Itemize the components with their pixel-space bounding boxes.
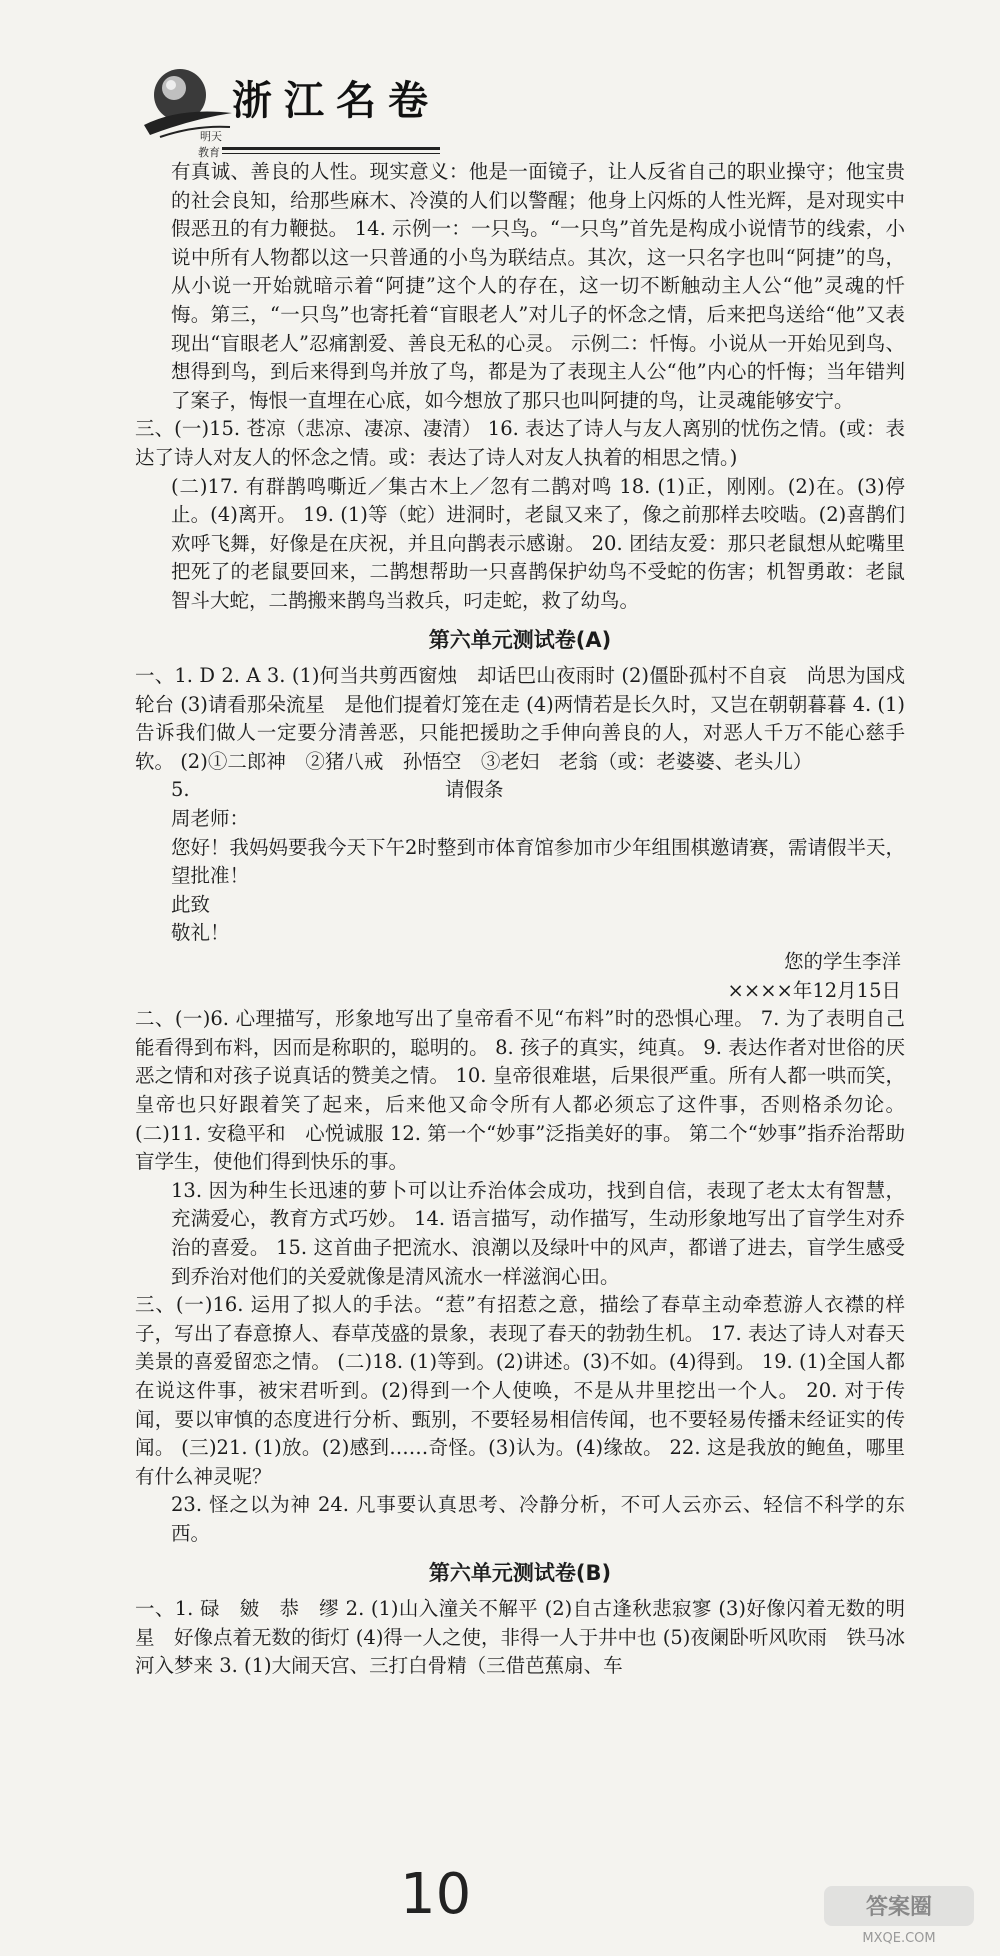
section-title: 第六单元测试卷(A) [428, 627, 612, 652]
answer-content [135, 158, 905, 1681]
signature-line: 您的学生李洋 [783, 950, 901, 974]
answer-paragraph: (二)17. 有群鹊鸣嘶近／集古木上／忽有二鹊对鸣 18. (1)正，刚刚。(2)在。(3)停止。(4)离开。 19. (1)等（蛇）进洞时，老鼠又来了，像之前那样去咬啮。(2)喜鹊们欢呼飞舞，好像是在庆祝，并且向鹊表示感谢。 20. 团结友爱：那只老鼠想从蛇嘴里把死了的老鼠要回来，二鹊想帮助一只喜鹊保护幼鸟不受蛇的伤害；机智勇敢：老鼠智斗大蛇，二鹊搬来鹊鸟当救兵，叼走蛇，救了幼鸟。 [171, 474, 905, 612]
answer-paragraph: 一、1. 碌 皴 恭 缪 2. (1)山入潼关不解平 (2)自古逢秋悲寂寥 (3)好像闪着无数的明星 好像点着无数的街灯 (4)得一人之使，非得一人于井中也 (5)夜阑卧听风吹雨 铁马冰河入梦来 3. (1)大闹天宫、三打白骨精（三借芭蕉扇、车 [135, 1597, 905, 1678]
answer-paragraph: 三、(一)16. 运用了拟人的手法。“惹”有招惹之意，描绘了春草主动牵惹游人衣襟的样子，写出了春意撩人、春草茂盛的景象，表现了春天的勃勃生机。 17. 表达了诗人对春天美景的喜爱留恋之情。 (二)18. (1)等到。(2)讲述。(3)不如。(4)得到。 19. (1)全国人都在说这件事，被宋君听到。(2)得到一个人使唤，不是从井里挖出一个人。 20. 对于传闻，要以审慎的态度进行分析、甄别，不要轻易相信传闻，也不要轻易传播未经证实的传闻。 (三)21. (1)放。(2)感到……奇怪。(3)认为。(4)缘故。 22. 这是我放的鲍鱼，哪里有什么神灵呢？ [135, 1293, 905, 1488]
svg-text:答案圈: 答案圈 [865, 1895, 933, 1920]
header-rule-thin [222, 153, 440, 154]
brand-sub-1: 明天 [200, 130, 222, 143]
header-rule [222, 147, 440, 150]
answer-paragraph: 23. 怪之以为神 24. 凡事要认真思考、冷静分析，不可人云亦云、轻信不科学的东西。 [171, 1493, 905, 1545]
brand-sub-2: 教育 [198, 146, 220, 159]
note-title: 请假条 [445, 778, 504, 802]
answer-paragraph: 周老师： [171, 807, 250, 831]
answer-paragraph: 有真诚、善良的人性。现实意义：他是一面镜子，让人反省自己的职业操守；他宝贵的社会良知，给那些麻木、冷漠的人们以警醒；他身上闪烁的人性光辉，是对现实中假恶丑的有力鞭挞。 14. 示例一：一只鸟。“一只鸟”首先是构成小说情节的线索，小说中所有人物都以这一只普通的小鸟为联结点。其次，这一只名字也叫“阿捷”的鸟，从小说一开始就暗示着“阿捷”这个人的存在，这一切不断触动主人公“他”灵魂的忏悔。第三，“一只鸟”也寄托着“盲眼老人”对儿子的怀念之情，后来把鸟送给“他”又表现出“盲眼老人”忍痛割爱、善良无私的心灵。 示例二：忏悔。小说从一开始见到鸟、想得到鸟，到后来得到鸟并放了鸟，都是为了表现主人公“他”内心的忏悔；当年错判了案子，悔恨一直埋在心底，如今想放了那只也叫阿捷的鸟，让灵魂能够安宁。 [171, 160, 905, 412]
answer-paragraph: 二、(一)6. 心理描写，形象地写出了皇帝看不见“布料”时的恐惧心理。 7. 为了表明自己能看得到布料，因而是称职的，聪明的。 8. 孩子的真实，纯真。 9. 表达作者对世俗的厌恶之情和对孩子说真话的赞美之情。 10. 皇帝很难堪，后果很严重。所有人都一哄而笑，皇帝也只好跟着笑了起来，后来他又命令所有人都必须忘了这件事，否则格杀勿论。 (二)11. 安稳平和 心悦诚服 12. 第一个“妙事”泛指美好的事。 第二个“妙事”指乔治帮助盲学生，使他们得到快乐的事。 [135, 1007, 905, 1174]
answer-paragraph: 13. 因为种生长迅速的萝卜可以让乔治体会成功，找到自信，表现了老太太有智慧，充满爱心，教育方式巧妙。 14. 语言描写，动作描写，生动形象地写出了盲学生对乔治的喜爱。 15. 这首曲子把流水、浪潮以及绿叶中的风声，都谱了进去，盲学生感受到乔治对他们的关爱就像是清风流水一样滋润心田。 [171, 1178, 905, 1288]
answer-paragraph: 一、1. D 2. A 3. (1)何当共剪西窗烛 却话巴山夜雨时 (2)僵卧孤村不自哀 尚思为国戍轮台 (3)请看那朵流星 是他们提着灯笼在走 (4)两情若是长久时，又岂在朝朝暮暮 4. (1)告诉我们做人一定要分清善恶，只能把援助之手伸向善良的人，对恶人千万不能心慈手软。 (2)①二郎神 ②猪八戒 孙悟空 ③老妇 老翁（或：老婆婆、老头儿） [135, 664, 905, 773]
brand-title: 浙江名卷 [232, 78, 440, 124]
answer-paragraph: 三、(一)15. 苍凉（悲凉、凄凉、凄清） 16. 表达了诗人与友人离别的忧伤之情。(或：表达了诗人对友人的怀念之情。或：表达了诗人对友人执着的相思之情。) [135, 417, 905, 469]
note-heading [135, 776, 905, 805]
section-title: 第六单元测试卷(B) [428, 1560, 612, 1585]
page-number: 10 [400, 1862, 472, 1927]
answer-paragraph: 您好！我妈妈要我今天下午2时整到市体育馆参加市少年组围棋邀请赛，需请假半天，望批准！ [171, 835, 905, 888]
answer-paragraph: 此致 [171, 892, 211, 916]
answer-paragraph: 敬礼！ [171, 921, 230, 945]
signature-line: ××××年12月15日 [727, 978, 901, 1002]
page-header [140, 55, 440, 159]
note-number: 5. [171, 778, 190, 802]
watermark-logo [820, 1880, 980, 1950]
svg-text:MXQE.COM: MXQE.COM [862, 1931, 936, 1946]
